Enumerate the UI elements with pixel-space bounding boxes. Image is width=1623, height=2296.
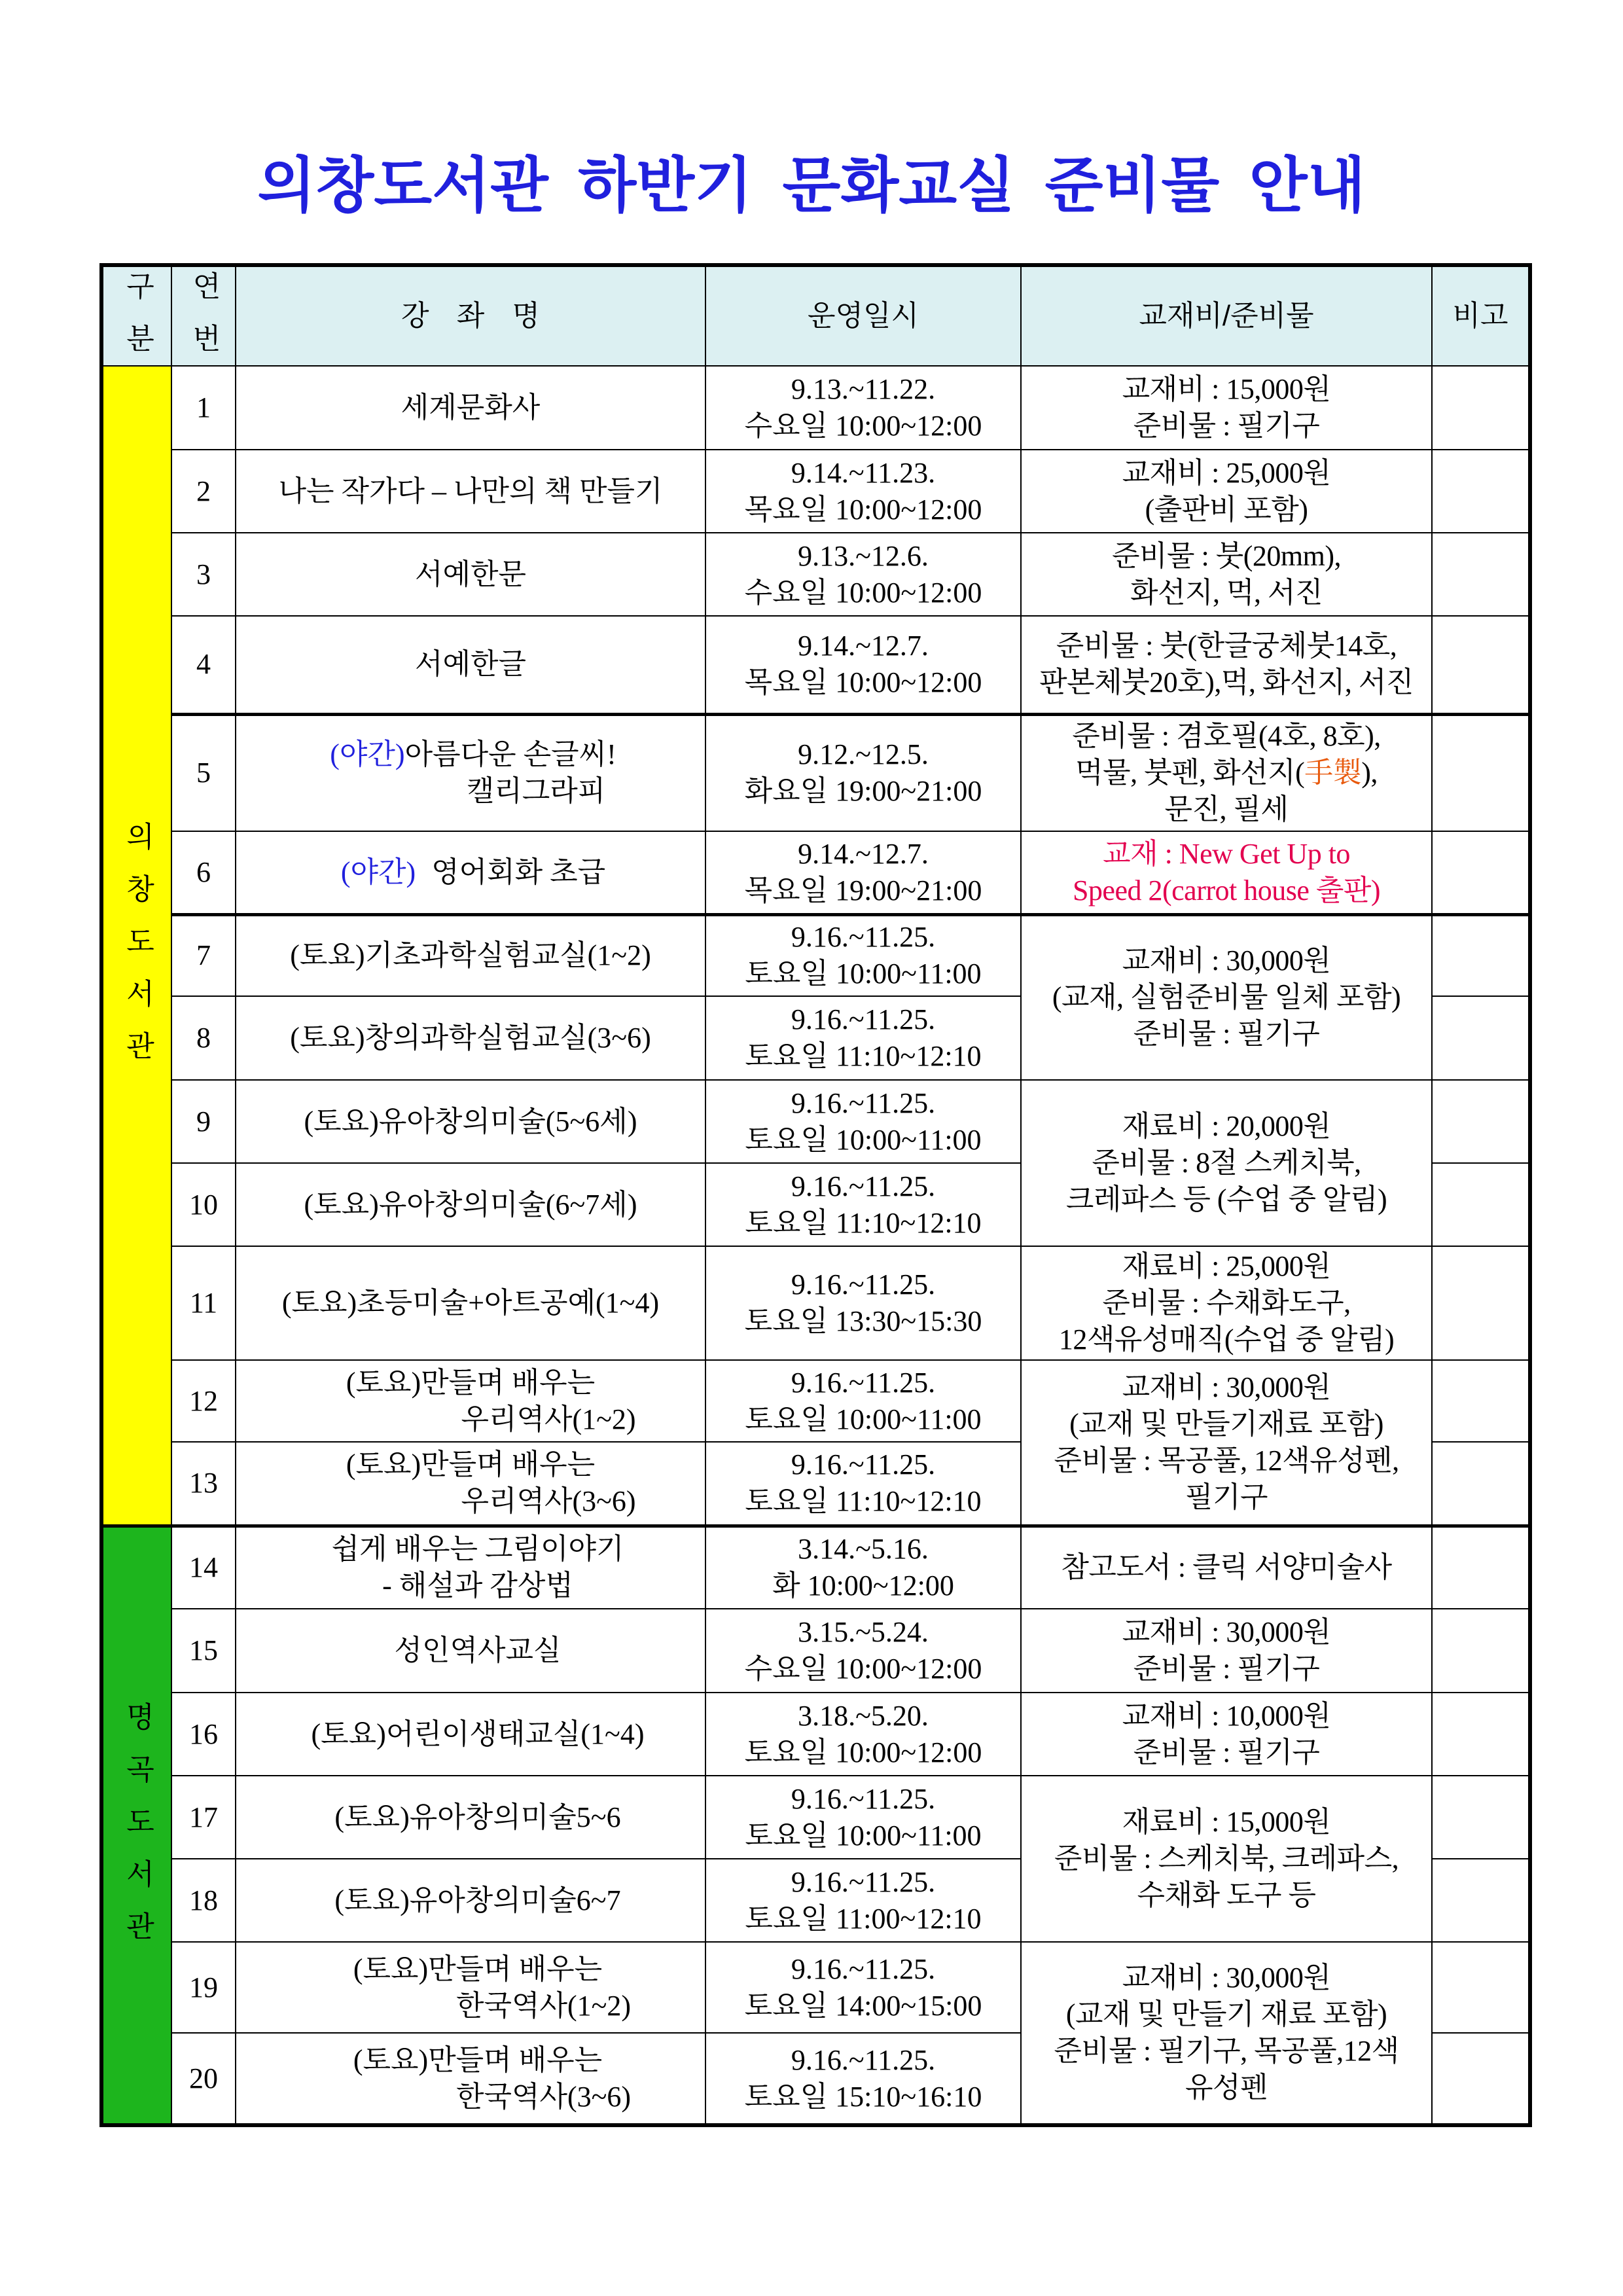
materials-line: 수채화 도구 등 xyxy=(1137,1879,1316,1911)
schedule-cell xyxy=(705,1246,1021,1360)
materials-cell xyxy=(1021,450,1432,533)
library-group-cell-myeonggok xyxy=(101,1526,171,2125)
course-name: (토요)만들며 배우는 xyxy=(346,1366,596,1399)
schedule-cell xyxy=(705,831,1021,914)
schedule-dates: 9.16.~11.25. xyxy=(791,1170,936,1202)
row-number: 4 xyxy=(171,616,236,714)
note-cell xyxy=(1432,1442,1530,1526)
schedule-time: 토요일 10:00~11:00 xyxy=(745,1403,982,1435)
night-class-tag: (야간) xyxy=(340,855,416,888)
row-number: 1 xyxy=(171,366,236,450)
course-name: 서예한문 xyxy=(414,558,526,590)
course-name-line2: 캘리그라피 xyxy=(466,775,606,808)
course-name: 서예한글 xyxy=(414,648,526,681)
schedule-time: 토요일 11:10~12:10 xyxy=(745,1206,982,1239)
materials-cell xyxy=(1021,831,1432,914)
table-row xyxy=(101,1080,1530,1163)
materials-text: 먹물, 붓펜, 화선지( xyxy=(1075,757,1305,789)
row-number: 18 xyxy=(171,1859,236,1942)
course-title: 아름다운 손글씨! xyxy=(404,738,616,771)
course-name: 나는 작가다 – 나만의 책 만들기 xyxy=(278,475,663,507)
row-number: 2 xyxy=(171,450,236,533)
note-cell xyxy=(1432,1360,1530,1442)
materials-line: 유성펜 xyxy=(1185,2072,1268,2104)
night-class-tag: (야간) xyxy=(330,738,405,771)
course-cell xyxy=(236,996,705,1080)
row-number: 6 xyxy=(171,831,236,914)
schedule-dates: 9.16.~11.25. xyxy=(791,1952,936,1985)
course-name: 세계문화사 xyxy=(401,391,541,423)
schedule-dates: 9.16.~11.25. xyxy=(791,1782,936,1815)
table-row xyxy=(101,1942,1530,2033)
course-name: (토요)만들며 배우는 xyxy=(353,1952,603,1985)
header-note: 비고 xyxy=(1432,265,1530,366)
materials-line: (출판비 포함) xyxy=(1145,493,1308,526)
table-row xyxy=(101,1360,1530,1442)
course-cell xyxy=(236,366,705,450)
materials-line: 재료비 : 25,000원 xyxy=(1122,1250,1331,1282)
note-cell xyxy=(1432,1776,1530,1859)
page-title: 의창도서관 하반기 문화교실 준비물 안내 xyxy=(257,152,1366,219)
library-group-label: 의창도서관 xyxy=(121,821,154,1084)
course-name: (토요)유아창의미술(5~6세) xyxy=(304,1105,637,1138)
materials-line: (교재, 실험준비물 일체 포함) xyxy=(1052,981,1401,1014)
materials-line: 재료비 : 20,000원 xyxy=(1122,1110,1331,1142)
schedule-time: 토요일 10:00~12:00 xyxy=(744,1736,982,1768)
schedule-time: 토요일 11:10~12:10 xyxy=(745,1040,982,1072)
course-name: (토요)창의과학실험교실(3~6) xyxy=(290,1022,651,1054)
library-group-cell-uichang xyxy=(101,366,171,1526)
schedule-time: 목요일 19:00~21:00 xyxy=(744,874,982,906)
course-cell xyxy=(236,533,705,616)
materials-line: 크레파스 등 (수업 중 알림) xyxy=(1065,1183,1387,1215)
header-category-label: 구분 xyxy=(121,271,154,376)
course-cell xyxy=(236,831,705,914)
note-cell xyxy=(1432,714,1530,831)
materials-cell xyxy=(1021,1693,1432,1776)
row-number: 17 xyxy=(171,1776,236,1859)
course-cell xyxy=(236,1163,705,1246)
materials-line: 문진, 필세 xyxy=(1164,793,1289,826)
schedule-dates: 3.15.~5.24. xyxy=(798,1616,929,1648)
schedule-dates: 9.13.~11.22. xyxy=(791,373,936,405)
materials-line: 준비물 : 붓(20mm), xyxy=(1112,539,1341,572)
table-row xyxy=(101,616,1530,714)
table-row xyxy=(101,831,1530,914)
note-cell xyxy=(1432,533,1530,616)
row-number: 19 xyxy=(171,1942,236,2033)
course-name-line2: 한국역사(3~6) xyxy=(455,2080,632,2113)
schedule-cell xyxy=(705,1442,1021,1526)
materials-line: 준비물 : 필기구 xyxy=(1133,410,1320,442)
note-cell xyxy=(1432,1526,1530,1609)
row-number: 9 xyxy=(171,1080,236,1163)
materials-cell xyxy=(1021,1360,1432,1526)
schedule-time: 수요일 10:00~12:00 xyxy=(744,410,982,442)
schedule-cell xyxy=(705,450,1021,533)
materials-line: 준비물 : 필기구 xyxy=(1133,1736,1320,1768)
table-row xyxy=(101,1246,1530,1360)
schedule-time: 목요일 10:00~12:00 xyxy=(744,666,982,699)
course-cell xyxy=(236,1609,705,1693)
materials-cell xyxy=(1021,1776,1432,1942)
table-row xyxy=(101,714,1530,831)
row-number: 13 xyxy=(171,1442,236,1526)
note-cell xyxy=(1432,1246,1530,1360)
materials-line: 교재 : New Get Up to xyxy=(1103,837,1350,870)
course-cell xyxy=(236,1246,705,1360)
note-cell xyxy=(1432,1693,1530,1776)
materials-line: 준비물 : 필기구, 목공풀,12색 xyxy=(1054,2035,1399,2067)
schedule-dates: 9.16.~11.25. xyxy=(791,2043,936,2076)
note-cell xyxy=(1432,450,1530,533)
schedule-dates: 9.16.~11.25. xyxy=(791,1366,936,1399)
materials-line: Speed 2(carrot house 출판) xyxy=(1072,874,1381,906)
schedule-time: 수요일 10:00~12:00 xyxy=(744,576,982,609)
note-cell xyxy=(1432,1859,1530,1942)
table-row xyxy=(101,366,1530,450)
schedule-dates: 9.16.~11.25. xyxy=(791,1268,936,1300)
course-title: 영어회화 초급 xyxy=(431,855,606,888)
schedule-cell xyxy=(705,1080,1021,1163)
table-row xyxy=(101,1693,1530,1776)
schedule-dates: 9.16.~11.25. xyxy=(791,1865,936,1898)
note-cell xyxy=(1432,366,1530,450)
schedule-cell xyxy=(705,996,1021,1080)
schedule-cell xyxy=(705,1693,1021,1776)
row-number: 11 xyxy=(171,1246,236,1360)
schedule-time: 화 10:00~12:00 xyxy=(772,1570,954,1602)
course-name: (토요)유아창의미술(6~7세) xyxy=(304,1188,637,1221)
schedule-cell xyxy=(705,533,1021,616)
materials-line: (교재 및 만들기 재료 포함) xyxy=(1065,1998,1387,2030)
course-name: (토요)초등미술+아트공예(1~4) xyxy=(281,1287,660,1319)
schedule-cell xyxy=(705,1360,1021,1442)
note-cell xyxy=(1432,1163,1530,1246)
schedule-dates: 9.13.~12.6. xyxy=(798,539,929,572)
course-name: 쉽게 배우는 그림이야기 xyxy=(331,1533,624,1566)
materials-line: 12색유성매직(수업 중 알림) xyxy=(1058,1323,1395,1355)
course-cell xyxy=(236,616,705,714)
materials-line: 교재비 : 30,000원 xyxy=(1122,944,1331,977)
materials-line: 교재비 : 30,000원 xyxy=(1122,1371,1331,1403)
course-cell xyxy=(236,2033,705,2125)
note-cell xyxy=(1432,616,1530,714)
materials-line xyxy=(1022,755,1431,791)
course-cell xyxy=(236,1526,705,1609)
schedule-dates: 3.14.~5.16. xyxy=(798,1533,929,1566)
course-name: (토요)만들며 배우는 xyxy=(346,1448,596,1481)
course-name xyxy=(241,736,705,773)
handmade-highlight: 手製 xyxy=(1304,757,1362,789)
table-row xyxy=(101,1776,1530,1859)
materials-line: 준비물 : 8절 스케치북, xyxy=(1092,1147,1361,1179)
schedule-cell xyxy=(705,616,1021,714)
materials-line: 준비물 : 필기구 xyxy=(1133,1018,1320,1050)
schedule-dates: 3.18.~5.20. xyxy=(798,1699,929,1732)
course-name: (토요)만들며 배우는 xyxy=(353,2043,603,2076)
materials-cell xyxy=(1021,1942,1432,2125)
course-cell xyxy=(236,1360,705,1442)
header-number xyxy=(171,265,236,376)
schedule-time: 수요일 10:00~12:00 xyxy=(744,1653,982,1685)
materials-cell xyxy=(1021,714,1432,831)
materials-line: 준비물 : 스케치북, 크레파스, xyxy=(1054,1842,1399,1874)
table-row xyxy=(101,914,1530,996)
materials-text: ), xyxy=(1361,757,1378,789)
schedule-time: 토요일 15:10~16:10 xyxy=(744,2080,982,2113)
schedule-dates: 9.16.~11.25. xyxy=(791,1448,936,1481)
note-cell xyxy=(1432,1942,1530,2033)
course-cell xyxy=(236,1859,705,1942)
course-cell xyxy=(236,914,705,996)
materials-cell xyxy=(1021,1609,1432,1693)
materials-line: 준비물 : 필기구 xyxy=(1133,1653,1320,1685)
class-schedule-table xyxy=(99,263,1532,2127)
table-row xyxy=(101,450,1530,533)
materials-line: 교재비 : 25,000원 xyxy=(1122,456,1331,489)
materials-line: 준비물 : 수채화도구, xyxy=(1102,1287,1351,1319)
materials-cell xyxy=(1021,533,1432,616)
course-name xyxy=(241,854,705,891)
schedule-time: 토요일 10:00~11:00 xyxy=(745,1819,982,1852)
table-row xyxy=(101,1609,1530,1693)
course-cell xyxy=(236,1776,705,1859)
header-schedule: 운영일시 xyxy=(705,265,1021,366)
course-name: (토요)유아창의미술5~6 xyxy=(334,1801,621,1833)
course-cell xyxy=(236,1942,705,2033)
materials-cell xyxy=(1021,616,1432,714)
row-number: 7 xyxy=(171,914,236,996)
materials-line: 준비물 : 붓(한글궁체붓14호, xyxy=(1056,630,1397,662)
materials-cell xyxy=(1021,366,1432,450)
course-name-line2: 우리역사(1~2) xyxy=(461,1403,636,1435)
schedule-cell xyxy=(705,714,1021,831)
row-number: 8 xyxy=(171,996,236,1080)
row-number: 15 xyxy=(171,1609,236,1693)
schedule-dates: 9.12.~12.5. xyxy=(798,738,929,771)
materials-cell xyxy=(1021,1526,1432,1609)
schedule-cell xyxy=(705,1859,1021,1942)
materials-cell xyxy=(1021,1080,1432,1246)
schedule-dates: 9.16.~11.25. xyxy=(791,921,936,954)
course-name: (토요)기초과학실험교실(1~2) xyxy=(290,939,651,972)
schedule-time: 토요일 10:00~11:00 xyxy=(745,958,982,990)
header-materials: 교재비/준비물 xyxy=(1021,265,1432,366)
materials-line: 준비물 : 겸호필(4호, 8호), xyxy=(1072,720,1381,753)
schedule-dates: 9.16.~11.25. xyxy=(791,1003,936,1035)
header-course: 강 좌 명 xyxy=(236,265,705,366)
table-row xyxy=(101,1526,1530,1609)
schedule-dates: 9.14.~12.7. xyxy=(798,630,929,662)
header-row xyxy=(101,265,1530,366)
schedule-time: 목요일 10:00~12:00 xyxy=(744,493,982,526)
course-name-line2: 우리역사(3~6) xyxy=(461,1485,636,1518)
note-cell xyxy=(1432,1609,1530,1693)
materials-line: 참고도서 : 클릭 서양미술사 xyxy=(1061,1551,1392,1584)
materials-line: 재료비 : 15,000원 xyxy=(1122,1806,1331,1838)
schedule-dates: 9.14.~12.7. xyxy=(798,837,929,870)
materials-line: 준비물 : 목공풀, 12색유성펜, xyxy=(1054,1444,1399,1477)
schedule-cell xyxy=(705,914,1021,996)
course-cell xyxy=(236,1080,705,1163)
course-cell xyxy=(236,1442,705,1526)
schedule-cell xyxy=(705,366,1021,450)
schedule-cell xyxy=(705,2033,1021,2125)
note-cell xyxy=(1432,996,1530,1080)
row-number: 3 xyxy=(171,533,236,616)
row-number: 5 xyxy=(171,714,236,831)
schedule-cell xyxy=(705,1609,1021,1693)
schedule-cell xyxy=(705,1526,1021,1609)
library-group-label: 명곡도서관 xyxy=(121,1701,154,1964)
course-name: 성인역사교실 xyxy=(394,1634,562,1666)
course-name-line2: 한국역사(1~2) xyxy=(455,1989,632,2022)
course-cell xyxy=(236,450,705,533)
materials-line: 교재비 : 30,000원 xyxy=(1122,1962,1331,1994)
header-category xyxy=(101,265,171,376)
schedule-cell xyxy=(705,1163,1021,1246)
materials-cell xyxy=(1021,914,1432,1080)
schedule-dates: 9.14.~11.23. xyxy=(791,456,936,489)
course-cell xyxy=(236,714,705,831)
schedule-dates: 9.16.~11.25. xyxy=(791,1086,936,1119)
materials-line: 화선지, 먹, 서진 xyxy=(1130,576,1323,609)
note-cell xyxy=(1432,2033,1530,2125)
row-number: 14 xyxy=(171,1526,236,1609)
schedule-cell xyxy=(705,1776,1021,1859)
materials-cell xyxy=(1021,1246,1432,1360)
row-number: 20 xyxy=(171,2033,236,2125)
schedule-time: 토요일 14:00~15:00 xyxy=(744,1989,982,2022)
course-name: (토요)유아창의미술6~7 xyxy=(334,1884,621,1916)
schedule-time: 화요일 19:00~21:00 xyxy=(744,775,982,808)
schedule-cell xyxy=(705,1942,1021,2033)
row-number: 16 xyxy=(171,1693,236,1776)
materials-line: 교재비 : 15,000원 xyxy=(1122,373,1331,405)
course-name: (토요)어린이생태교실(1~4) xyxy=(311,1717,645,1750)
table-row xyxy=(101,533,1530,616)
row-number: 10 xyxy=(171,1163,236,1246)
note-cell xyxy=(1432,1080,1530,1163)
schedule-time: 토요일 10:00~11:00 xyxy=(745,1123,982,1156)
materials-line: 판본체붓20호),먹, 화선지, 서진 xyxy=(1039,666,1414,699)
header-number-label: 연번 xyxy=(188,271,220,376)
schedule-time: 토요일 11:10~12:10 xyxy=(745,1485,982,1518)
materials-line: (교재 및 만들기재료 포함) xyxy=(1069,1407,1383,1440)
course-name-line2: - 해설과 감상법 xyxy=(382,1570,573,1602)
materials-line: 교재비 : 10,000원 xyxy=(1122,1699,1331,1732)
materials-line: 필기구 xyxy=(1185,1480,1268,1513)
schedule-time: 토요일 13:30~15:30 xyxy=(744,1305,982,1337)
schedule-time: 토요일 11:00~12:10 xyxy=(745,1902,982,1935)
row-number: 12 xyxy=(171,1360,236,1442)
course-cell xyxy=(236,1693,705,1776)
materials-line: 교재비 : 30,000원 xyxy=(1122,1616,1331,1648)
note-cell xyxy=(1432,831,1530,914)
note-cell xyxy=(1432,914,1530,996)
